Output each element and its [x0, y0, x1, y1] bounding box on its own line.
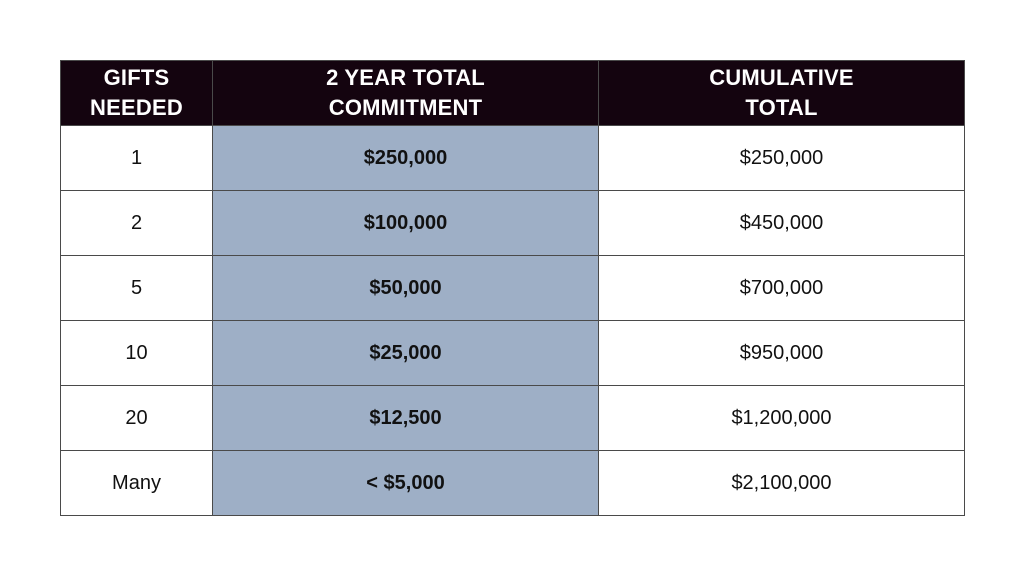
table-row: [61, 126, 965, 191]
header-gifts-needed: [61, 61, 213, 126]
gifts-cell: Many: [61, 451, 213, 516]
table-row: [61, 321, 965, 386]
gifts-cell: 2: [61, 191, 213, 256]
table-row: [61, 386, 965, 451]
header-commitment-line1: 2 YEAR TOTAL: [326, 65, 485, 90]
table-row: [61, 256, 965, 321]
gifts-cell: 1: [61, 126, 213, 191]
cumulative-cell: $950,000: [599, 321, 965, 386]
header-commitment: [213, 61, 599, 126]
header-cumulative-line2: TOTAL: [745, 95, 818, 120]
cumulative-cell: $1,200,000: [599, 386, 965, 451]
gift-table: [60, 60, 965, 516]
gifts-cell: 10: [61, 321, 213, 386]
cumulative-cell: $700,000: [599, 256, 965, 321]
header-cumulative-line1: CUMULATIVE: [709, 65, 854, 90]
gifts-cell: 5: [61, 256, 213, 321]
commitment-cell: < $5,000: [213, 451, 599, 516]
header-cumulative: [599, 61, 965, 126]
commitment-cell: $50,000: [213, 256, 599, 321]
header-commitment-line2: COMMITMENT: [328, 95, 483, 120]
header-row: [61, 61, 965, 126]
table-row: [61, 451, 965, 516]
commitment-cell: $25,000: [213, 321, 599, 386]
table-row: [61, 191, 965, 256]
commitment-cell: $250,000: [213, 126, 599, 191]
cumulative-cell: $450,000: [599, 191, 965, 256]
header-gifts-needed-line2: NEEDED: [90, 95, 183, 120]
table-body: [61, 126, 965, 516]
cumulative-cell: $250,000: [599, 126, 965, 191]
cumulative-cell: $2,100,000: [599, 451, 965, 516]
table-header: [61, 61, 965, 126]
gifts-cell: 20: [61, 386, 213, 451]
commitment-cell: $100,000: [213, 191, 599, 256]
commitment-cell: $12,500: [213, 386, 599, 451]
header-gifts-needed-line1: GIFTS: [103, 65, 170, 90]
